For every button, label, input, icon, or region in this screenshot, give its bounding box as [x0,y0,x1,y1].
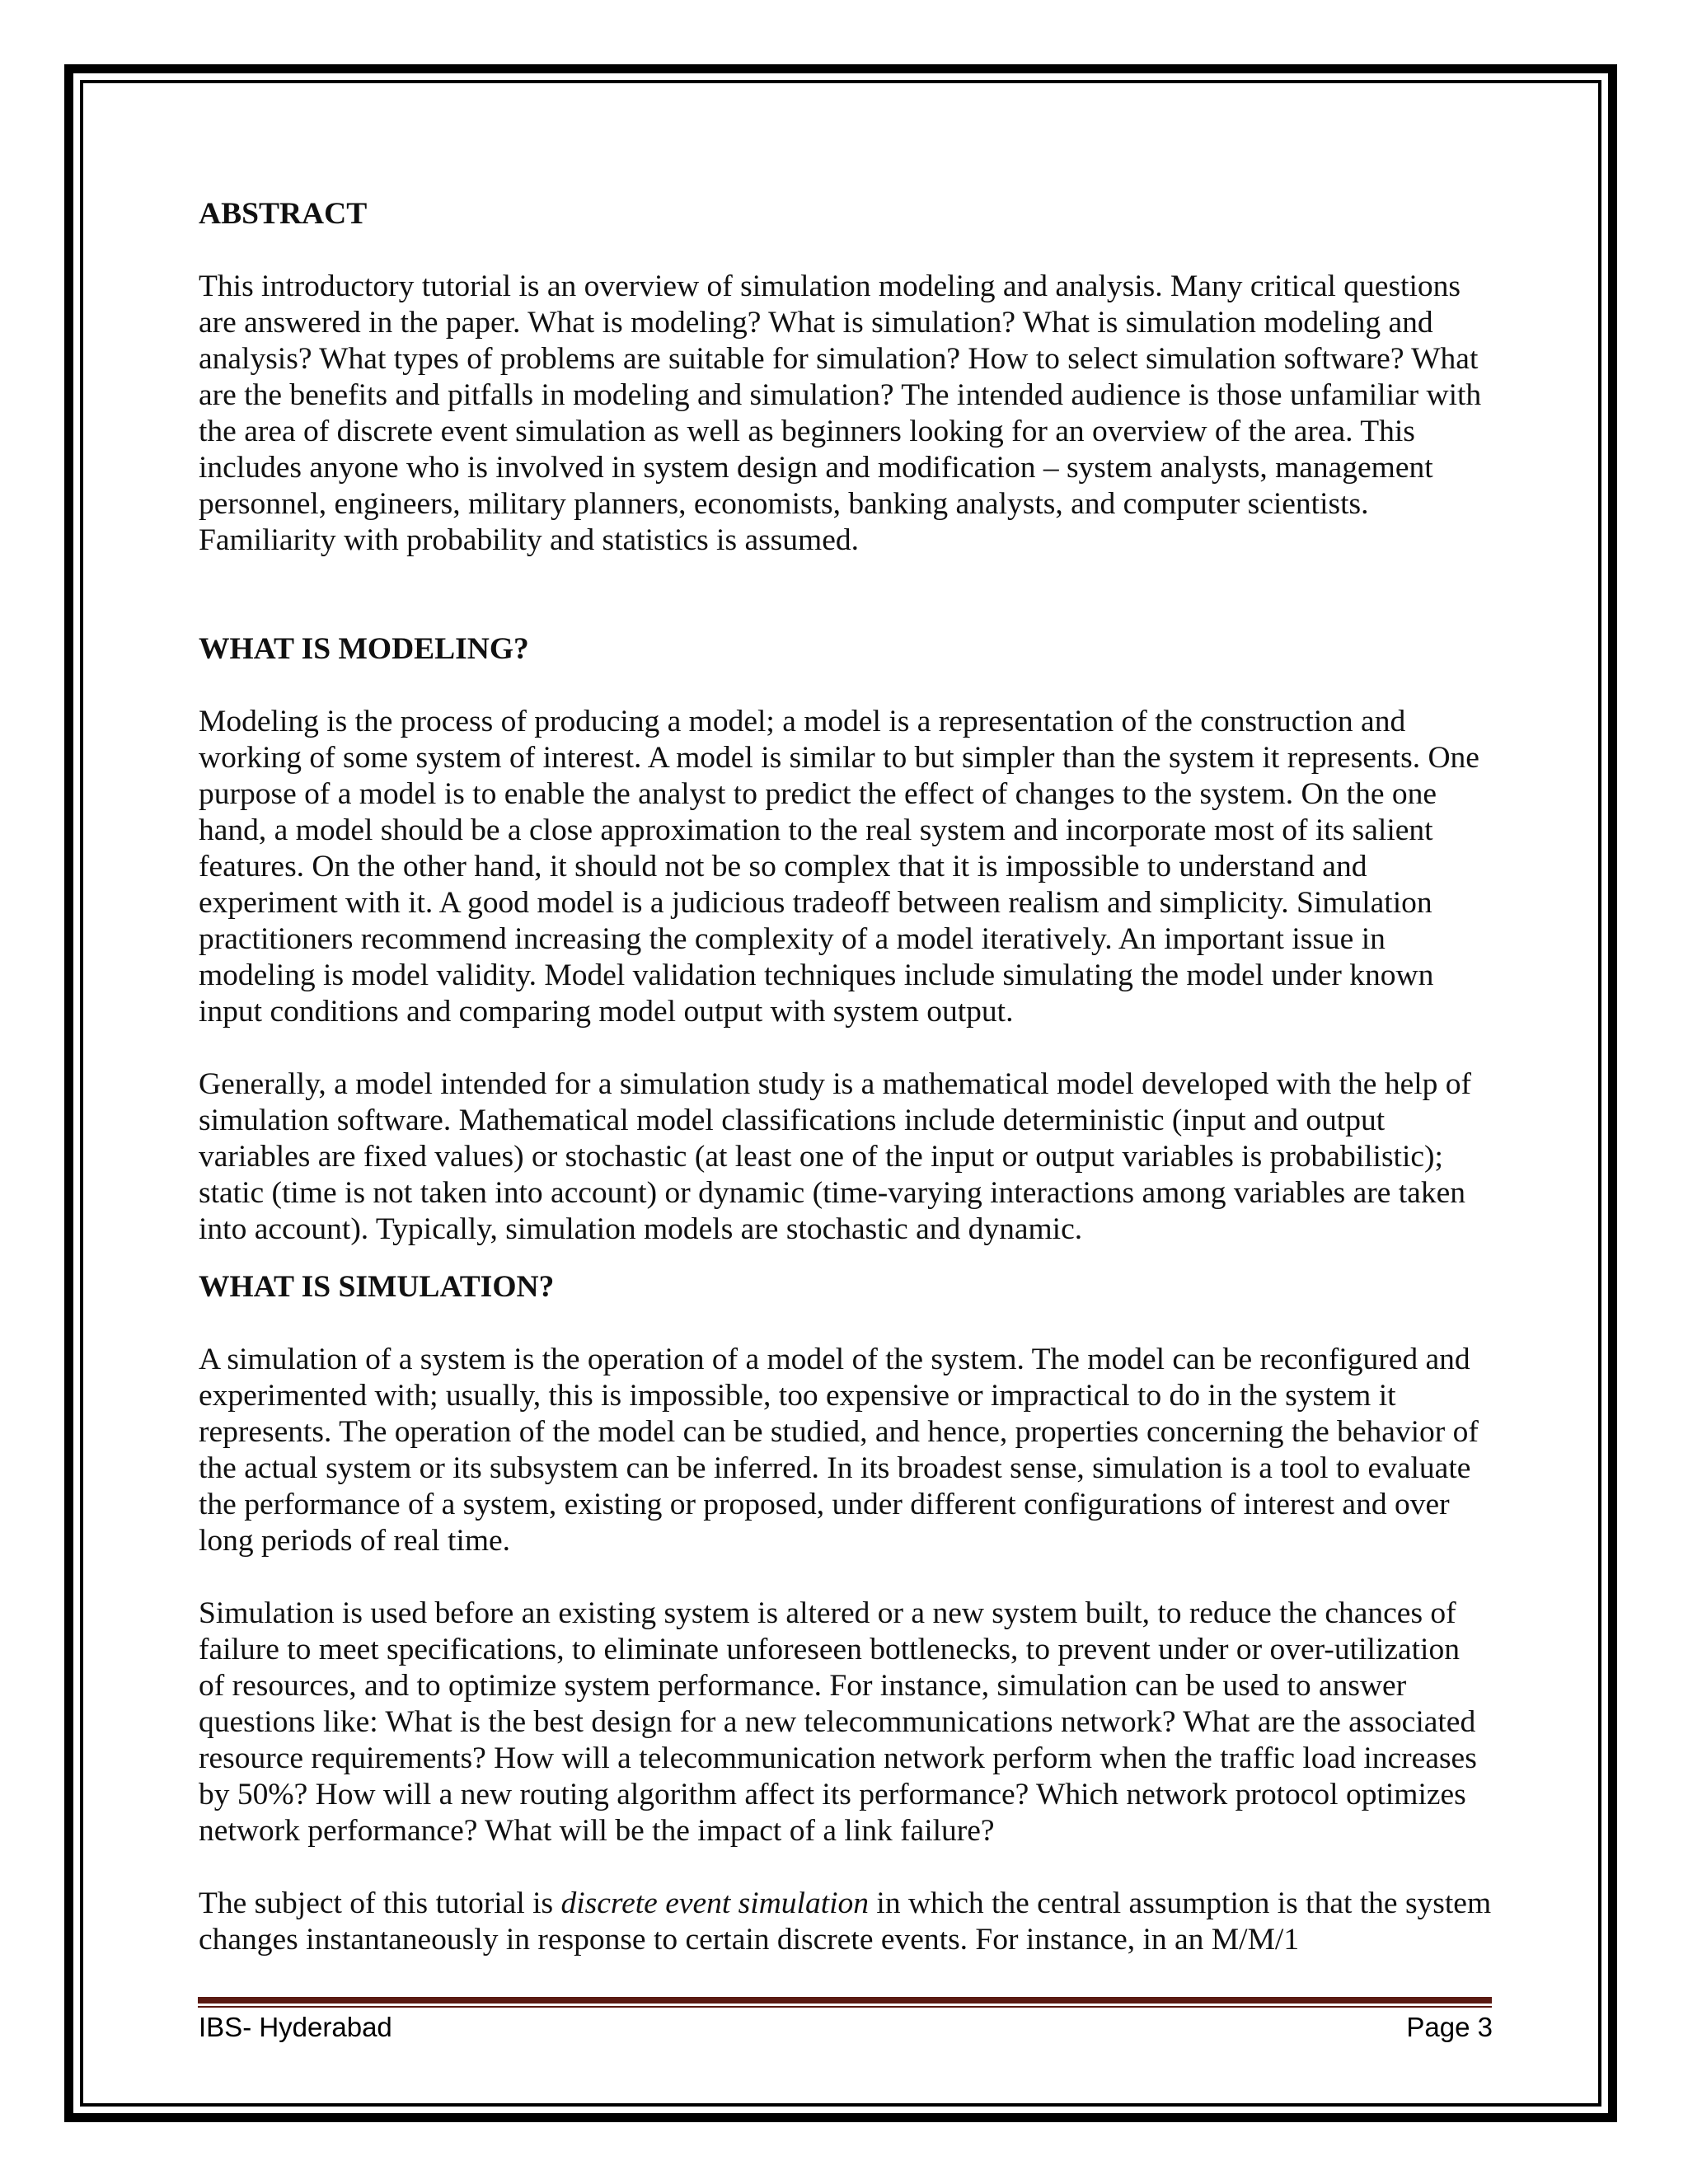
footer-rule-thin [198,2006,1492,2008]
simulation-paragraph-3 [199,1886,1493,1958]
footer-page-number: Page 3 [1406,2012,1493,2042]
modeling-heading: WHAT IS MODELING? [199,632,529,666]
abstract-heading: ABSTRACT [199,197,368,231]
simulation-paragraph-1: A simulation of a system is the operation of a model of the system. The model can be reconfigured and experimented with; usually, this is impossible, too expensive or impractical to do in the system it represents. The operation of the model can be studied, and hence, properties concerning the behavior of the actual system or its subsystem can be inferred. In its broadest sense, simulation is a tool to evaluate the performance of a system, existing or proposed, under different configurations of interest and over long periods of real time. [199,1343,1479,1558]
footer-institution: IBS- Hyderabad [199,2012,392,2042]
simulation-paragraph-3-pre: The subject of this tutorial is [199,1886,561,1920]
abstract-paragraph: This introductory tutorial is an overview of simulation modeling and analysis. Many critical questions are answered in the paper. What is modeling? What is simulation? What is simulation modeling and analysis? What types of problems are suitable for simulation? How to select simulation software? What are the benefits and pitfalls in modeling and simulation? The intended audience is those unfamiliar with the area of discrete event simulation as well as beginners looking for an overview of the area. This includes anyone who is involved in system design and modification – system analysts, management personnel, engineers, military planners, economists, banking analysts, and computer scientists. Familiarity with probability and statistics is assumed. [199,269,1482,557]
modeling-paragraph-1: Modeling is the process of producing a model; a model is a representation of the construction and working of some system of interest. A model is similar to but simpler than the system it represents. One purpose of a model is to enable the analyst to predict the effect of changes to the system. On the one hand, a model should be a close approximation to the real system and incorporate most of its salient features. On the other hand, it should not be so complex that it is impossible to understand and experiment with it. A good model is a judicious tradeoff between realism and simplicity. Simulation practitioners recommend increasing the complexity of a model iteratively. An important issue in modeling is model validity. Model validation techniques include simulating the model under known input conditions and comparing model output with system output. [199,705,1479,1029]
simulation-paragraph-2: Simulation is used before an existing system is altered or a new system built, to reduce the chances of failure to meet specifications, to eliminate unforeseen bottlenecks, to prevent under or over-utilization of resources, and to optimize system performance. For instance, simulation can be used to answer questions like: What is the best design for a new telecommunications network? What are the associated resource requirements? How will a telecommunication network perform when the traffic load increases by 50%? How will a new routing algorithm affect its performance? Which network protocol optimizes network performance? What will be the impact of a link failure? [199,1596,1477,1848]
simulation-paragraph-3-post: in which the central assumption is that the system changes instantaneously in response to certain discrete events. For instance, in an M/M/1 [199,1886,1492,1957]
document-body [199,196,1493,1958]
modeling-paragraph-2: Generally, a model intended for a simulation study is a mathematical model developed with the help of simulation software. Mathematical model classifications include deterministic (input and output variables are fixed values) or stochastic (at least one of the input or output variables is probabilistic); static (time is not taken into account) or dynamic (time-varying interactions among variables are taken into account). Typically, simulation models are stochastic and dynamic. [199,1067,1472,1246]
simulation-heading: WHAT IS SIMULATION? [199,1270,555,1304]
simulation-paragraph-3-italic: discrete event simulation [560,1886,870,1920]
footer-rule [198,1997,1492,2004]
